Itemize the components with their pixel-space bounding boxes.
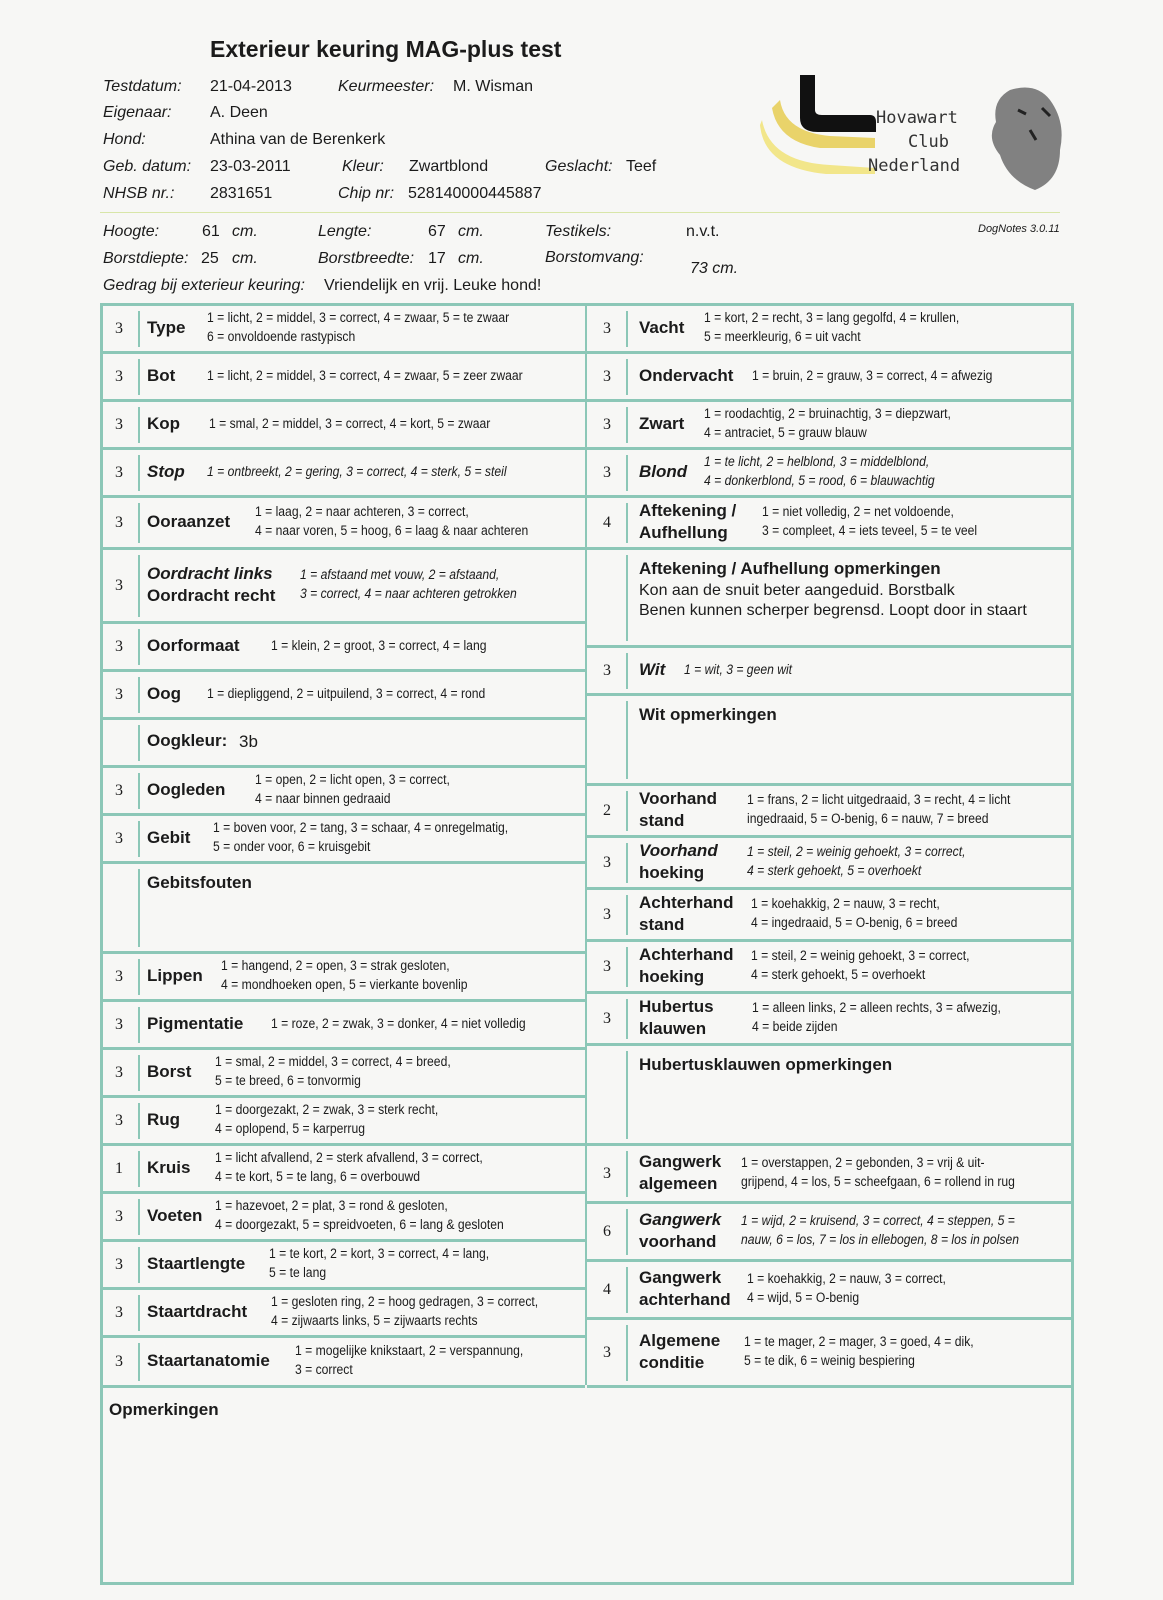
left-criterion-scale-2: 4 = zijwaarts links, 5 = zijwaarts rechts bbox=[271, 1313, 478, 1328]
left-score-separator bbox=[138, 1103, 140, 1139]
borstbreedte-label: Borstbreedte: bbox=[318, 250, 415, 267]
left-criterion-scale-2: 5 = te lang bbox=[269, 1265, 327, 1280]
right-criterion-name: Gangwerk bbox=[639, 1210, 722, 1229]
left-criterion-name: Bot bbox=[147, 366, 176, 385]
left-row-line bbox=[103, 951, 585, 954]
left-criterion-name: Kruis bbox=[147, 1158, 191, 1177]
right-score-separator bbox=[626, 999, 628, 1039]
right-score[interactable]: 3 bbox=[603, 464, 611, 481]
left-score-separator bbox=[138, 359, 140, 395]
left-row-line bbox=[103, 1191, 585, 1194]
left-score-separator bbox=[138, 1055, 140, 1091]
logo-line-1: Hovawart bbox=[876, 108, 958, 128]
borstdiepte-label: Borstdiepte: bbox=[103, 250, 189, 267]
left-criterion-name: Type bbox=[147, 318, 186, 337]
left-row-line bbox=[103, 999, 585, 1002]
right-score[interactable]: 3 bbox=[603, 416, 611, 433]
hond-label: Hond: bbox=[103, 131, 146, 148]
left-criterion-name: Staartanatomie bbox=[147, 1351, 270, 1370]
left-score[interactable]: 3 bbox=[115, 368, 123, 385]
left-score-separator bbox=[138, 725, 140, 761]
left-score-separator bbox=[138, 773, 140, 809]
testdatum-value: 21-04-2013 bbox=[210, 78, 292, 95]
borstbreedte-unit: cm. bbox=[458, 250, 484, 267]
left-score[interactable]: 3 bbox=[115, 1256, 123, 1273]
left-row-line bbox=[103, 1047, 585, 1050]
header-separator bbox=[100, 212, 1060, 213]
opmerkingen-heading: Opmerkingen bbox=[109, 1400, 219, 1419]
right-score-separator bbox=[626, 701, 628, 779]
left-criterion-name-2: Oordracht recht bbox=[147, 586, 276, 605]
right-row-line bbox=[587, 1043, 1072, 1046]
left-score[interactable]: 3 bbox=[115, 968, 123, 985]
left-criterion-name: Oorformaat bbox=[147, 636, 240, 655]
geslacht-value: Teef bbox=[626, 158, 657, 175]
left-score[interactable]: 3 bbox=[115, 830, 123, 847]
right-criterion-scale-2: ingedraaid, 5 = O-benig, 6 = nauw, 7 = breed bbox=[747, 811, 989, 826]
left-criterion-name: Lippen bbox=[147, 966, 203, 985]
left-row-line bbox=[103, 717, 585, 720]
left-row-line bbox=[103, 621, 585, 624]
logo-line-2: Club bbox=[908, 132, 949, 152]
hoogte-unit: cm. bbox=[232, 223, 258, 240]
right-criterion-name-2: stand bbox=[639, 811, 685, 830]
logo-line-3: Nederland bbox=[868, 156, 961, 176]
left-criterion-name: Rug bbox=[147, 1110, 181, 1129]
left-criterion-scale-2: 3 = correct bbox=[295, 1362, 353, 1377]
right-score[interactable]: 3 bbox=[603, 1165, 611, 1182]
right-criterion-name-2: algemeen bbox=[639, 1174, 718, 1193]
left-section-heading: Gebitsfouten bbox=[147, 873, 252, 892]
right-criterion-name: Zwart bbox=[639, 414, 685, 433]
right-score[interactable]: 3 bbox=[603, 958, 611, 975]
lengte-unit: cm. bbox=[458, 223, 484, 240]
right-criterion-scale-2: 4 = wijd, 5 = O-benig bbox=[747, 1290, 860, 1305]
left-score-separator bbox=[138, 869, 140, 947]
right-row-line bbox=[587, 1143, 1072, 1146]
left-row-line bbox=[103, 765, 585, 768]
right-score-separator bbox=[626, 895, 628, 935]
right-criterion-scale-2: 4 = antraciet, 5 = grauw blauw bbox=[704, 425, 867, 440]
right-score[interactable]: 3 bbox=[603, 662, 611, 679]
left-score-separator bbox=[138, 821, 140, 857]
left-criterion-scale-1: 1 = afstaand met vouw, 2 = afstaand, bbox=[300, 567, 500, 582]
left-row-line bbox=[103, 399, 585, 402]
left-row-line bbox=[103, 547, 585, 550]
right-criterion-name-2: hoeking bbox=[639, 967, 705, 986]
left-score-separator bbox=[138, 311, 140, 347]
right-score-separator bbox=[626, 1325, 628, 1381]
left-score[interactable]: 3 bbox=[115, 514, 123, 531]
left-row-line bbox=[103, 495, 585, 498]
borstdiepte-unit: cm. bbox=[232, 250, 258, 267]
right-criterion-scale-2: grijpend, 4 = los, 5 = scheefgaan, 6 = rollend in rug bbox=[741, 1174, 1015, 1189]
left-row-line bbox=[103, 1095, 585, 1098]
left-criterion-scale-1: 1 = hazevoet, 2 = plat, 3 = rond & gesloten, bbox=[215, 1198, 448, 1213]
right-row-line bbox=[587, 783, 1072, 786]
right-criterion-name: Voorhand bbox=[639, 841, 718, 860]
left-criterion-name: Staartdracht bbox=[147, 1302, 248, 1321]
gedrag-value: Vriendelijk en vrij. Leuke hond! bbox=[324, 277, 542, 294]
right-criterion-name: Hubertus bbox=[639, 997, 714, 1016]
left-criterion-scale-2: 5 = onder voor, 6 = kruisgebit bbox=[213, 839, 371, 854]
right-criterion-scale-1: 1 = te mager, 2 = mager, 3 = goed, 4 = dik, bbox=[744, 1334, 974, 1349]
testdatum-label: Testdatum: bbox=[103, 78, 182, 95]
left-row-line bbox=[103, 669, 585, 672]
right-score-separator bbox=[626, 359, 628, 395]
right-criterion-name: Voorhand bbox=[639, 789, 718, 808]
right-criterion-name: Blond bbox=[639, 462, 688, 481]
right-criterion-scale-1: 1 = overstappen, 2 = gebonden, 3 = vrij & uit- bbox=[741, 1155, 985, 1170]
right-score[interactable]: 3 bbox=[603, 368, 611, 385]
left-criterion-name: Stop bbox=[147, 462, 185, 481]
left-score-separator bbox=[138, 629, 140, 665]
left-criterion-scale-2: 4 = oplopend, 5 = karperrug bbox=[215, 1121, 365, 1136]
testikels-label: Testikels: bbox=[545, 223, 612, 240]
left-criterion-scale-2: 5 = te breed, 6 = tonvormig bbox=[215, 1073, 361, 1088]
geb-datum-value: 23-03-2011 bbox=[210, 158, 291, 175]
right-score[interactable]: 3 bbox=[603, 906, 611, 923]
borstomvang-value: 73 cm. bbox=[690, 260, 739, 277]
right-criterion-scale-1: 1 = steil, 2 = weinig gehoekt, 3 = correct, bbox=[747, 844, 966, 859]
left-criterion-scale-1: 1 = licht, 2 = middel, 3 = correct, 4 = zwaar, 5 = zeer zwaar bbox=[207, 368, 523, 383]
left-criterion-name: Pigmentatie bbox=[147, 1014, 244, 1033]
right-criterion-scale-2: 4 = beide zijden bbox=[752, 1019, 838, 1034]
center-divider bbox=[585, 305, 587, 1385]
right-criterion-name: Gangwerk bbox=[639, 1152, 722, 1171]
left-row-line bbox=[103, 351, 585, 354]
left-criterion-name: Oordracht links bbox=[147, 564, 273, 583]
right-row-line bbox=[587, 1385, 1072, 1388]
right-row-line bbox=[587, 887, 1072, 890]
right-criterion-name-2: achterhand bbox=[639, 1290, 731, 1309]
left-criterion-scale-1: 1 = ontbreekt, 2 = gering, 3 = correct, 4 = sterk, 5 = steil bbox=[207, 464, 507, 479]
left-score[interactable]: 3 bbox=[115, 1016, 123, 1033]
right-score-separator bbox=[626, 1267, 628, 1313]
right-score[interactable]: 3 bbox=[603, 320, 611, 337]
right-score-separator bbox=[626, 653, 628, 689]
left-score-separator bbox=[138, 1343, 140, 1381]
left-criterion-name: Borst bbox=[147, 1062, 192, 1081]
club-logo bbox=[760, 70, 1070, 200]
left-criterion-name: Ooraanzet bbox=[147, 512, 231, 531]
right-criterion-scale-1: 1 = roodachtig, 2 = bruinachtig, 3 = diepzwart, bbox=[704, 406, 951, 421]
left-score[interactable]: 3 bbox=[115, 320, 123, 337]
geb-datum-label: Geb. datum: bbox=[103, 158, 192, 175]
right-criterion-name: Wit bbox=[639, 660, 666, 679]
right-score-separator bbox=[626, 947, 628, 987]
left-score[interactable]: 3 bbox=[115, 1304, 123, 1321]
nhsb-value: 2831651 bbox=[210, 185, 273, 202]
right-score-separator bbox=[626, 1209, 628, 1255]
left-row-line bbox=[103, 813, 585, 816]
left-criterion-scale-1: 1 = open, 2 = licht open, 3 = correct, bbox=[255, 772, 450, 787]
right-criterion-name: Algemene bbox=[639, 1331, 721, 1350]
hond-value: Athina van de Berenkerk bbox=[210, 131, 386, 148]
right-row-line bbox=[587, 939, 1072, 942]
right-criterion-scale-1: 1 = wijd, 2 = kruisend, 3 = correct, 4 = steppen, 5 = bbox=[741, 1213, 1015, 1228]
right-section-heading: Aftekening / Aufhellung opmerkingen bbox=[639, 559, 941, 578]
page-title: Exterieur keuring MAG-plus test bbox=[210, 36, 562, 62]
left-row-line bbox=[103, 1239, 585, 1242]
left-criterion-scale-1: 1 = roze, 2 = zwak, 3 = donker, 4 = niet volledig bbox=[271, 1016, 526, 1031]
hoogte-value: 61 bbox=[202, 223, 220, 240]
right-criterion-name: Ondervacht bbox=[639, 366, 734, 385]
right-row-line bbox=[587, 991, 1072, 994]
eigenaar-label: Eigenaar: bbox=[103, 104, 172, 121]
left-score-separator bbox=[138, 1151, 140, 1187]
left-criterion-scale-1: 1 = licht, 2 = middel, 3 = correct, 4 = zwaar, 5 = te zwaar bbox=[207, 310, 510, 325]
left-criterion-scale-2: 3 = correct, 4 = naar achteren getrokken bbox=[300, 586, 517, 601]
left-criterion-scale-1: 1 = smal, 2 = middel, 3 = correct, 4 = breed, bbox=[215, 1054, 451, 1069]
right-criterion-scale-2: 5 = meerkleurig, 6 = uit vacht bbox=[704, 329, 861, 344]
left-criterion-scale-1: 1 = te kort, 2 = kort, 3 = correct, 4 = lang, bbox=[269, 1246, 490, 1261]
left-criterion-name: Gebit bbox=[147, 828, 191, 847]
right-score-separator bbox=[626, 1151, 628, 1197]
left-score[interactable]: 3 bbox=[115, 638, 123, 655]
right-criterion-name-2: voorhand bbox=[639, 1232, 717, 1251]
left-score[interactable]: 3 bbox=[115, 686, 123, 703]
right-score[interactable]: 6 bbox=[603, 1223, 611, 1240]
left-score-separator bbox=[138, 555, 140, 617]
left-score-separator bbox=[138, 407, 140, 443]
right-score-separator bbox=[626, 503, 628, 543]
right-remark-line-2: Benen kunnen scherper begrensd. Loopt door in staart bbox=[639, 602, 1027, 619]
right-row-line bbox=[587, 547, 1072, 550]
left-row-line bbox=[103, 1143, 585, 1146]
right-criterion-scale-1: 1 = bruin, 2 = grauw, 3 = correct, 4 = afwezig bbox=[752, 368, 993, 383]
left-score[interactable]: 3 bbox=[115, 416, 123, 433]
right-criterion-scale-2: 4 = ingedraaid, 5 = O-benig, 6 = breed bbox=[751, 915, 958, 930]
chip-value: 528140000445887 bbox=[408, 185, 542, 202]
right-criterion-name: Achterhand bbox=[639, 945, 734, 964]
left-score[interactable]: 1 bbox=[115, 1160, 123, 1177]
right-row-line bbox=[587, 1317, 1072, 1320]
right-score-separator bbox=[626, 455, 628, 491]
left-score-separator bbox=[138, 677, 140, 713]
right-row-line bbox=[587, 351, 1072, 354]
lengte-label: Lengte: bbox=[318, 223, 372, 240]
left-criterion-scale-1: 1 = licht afvallend, 2 = sterk afvallend, 3 = correct, bbox=[215, 1150, 483, 1165]
right-criterion-name: Vacht bbox=[639, 318, 685, 337]
kleur-value: Zwartblond bbox=[409, 158, 489, 175]
right-score-separator bbox=[626, 555, 628, 641]
left-criterion-scale-1: 1 = laag, 2 = naar achteren, 3 = correct, bbox=[255, 504, 469, 519]
right-row-line bbox=[587, 645, 1072, 648]
right-row-line bbox=[587, 835, 1072, 838]
right-criterion-scale-2: 3 = compleet, 4 = iets teveel, 5 = te veel bbox=[762, 523, 978, 538]
right-score-separator bbox=[626, 843, 628, 883]
left-oogkleur-value: 3b bbox=[239, 732, 258, 751]
right-score-separator bbox=[626, 311, 628, 347]
right-row-line bbox=[587, 693, 1072, 696]
keurmeester-value: M. Wisman bbox=[453, 78, 533, 95]
geslacht-label: Geslacht: bbox=[545, 158, 613, 175]
right-row-line bbox=[587, 399, 1072, 402]
right-score[interactable]: 3 bbox=[603, 1344, 611, 1361]
left-criterion-scale-1: 1 = diepliggend, 2 = uitpuilend, 3 = correct, 4 = rond bbox=[207, 686, 486, 701]
left-criterion-scale-2: 4 = te kort, 5 = te lang, 6 = overbouwd bbox=[215, 1169, 421, 1184]
left-score-separator bbox=[138, 959, 140, 995]
left-criterion-name: Staartlengte bbox=[147, 1254, 246, 1273]
left-criterion-scale-1: 1 = doorgezakt, 2 = zwak, 3 = sterk recht, bbox=[215, 1102, 439, 1117]
left-score[interactable]: 3 bbox=[115, 1064, 123, 1081]
right-score[interactable]: 4 bbox=[603, 514, 611, 531]
right-criterion-scale-1: 1 = alleen links, 2 = alleen rechts, 3 = afwezig, bbox=[752, 1000, 1001, 1015]
left-criterion-name: Voeten bbox=[147, 1206, 203, 1225]
chip-label: Chip nr: bbox=[338, 185, 395, 202]
left-criterion-scale-2: 4 = mondhoeken open, 5 = vierkante bovenlip bbox=[221, 977, 468, 992]
right-criterion-name: Gangwerk bbox=[639, 1268, 722, 1287]
right-criterion-name-2: conditie bbox=[639, 1353, 705, 1372]
left-criterion-scale-1: 1 = hangend, 2 = open, 3 = strak gesloten, bbox=[221, 958, 450, 973]
left-criterion-scale-1: 1 = mogelijke knikstaart, 2 = verspannung, bbox=[295, 1343, 524, 1358]
right-criterion-scale-1: 1 = wit, 3 = geen wit bbox=[684, 662, 793, 677]
right-criterion-name-2: Aufhellung bbox=[639, 523, 728, 542]
right-score[interactable]: 3 bbox=[603, 854, 611, 871]
left-score[interactable]: 3 bbox=[115, 464, 123, 481]
right-criterion-name: Achterhand bbox=[639, 893, 734, 912]
right-score[interactable]: 2 bbox=[603, 802, 611, 819]
right-criterion-scale-1: 1 = koehakkig, 2 = nauw, 3 = correct, bbox=[747, 1271, 946, 1286]
left-row-line bbox=[103, 447, 585, 450]
right-criterion-name-2: stand bbox=[639, 915, 685, 934]
right-score-separator bbox=[626, 791, 628, 831]
left-score-separator bbox=[138, 455, 140, 491]
right-score-separator bbox=[626, 407, 628, 443]
right-section-heading: Hubertusklauwen opmerkingen bbox=[639, 1055, 893, 1074]
lengte-value: 67 bbox=[428, 223, 446, 240]
right-criterion-scale-2: 4 = sterk gehoekt, 5 = overhoekt bbox=[751, 967, 926, 982]
kleur-label: Kleur: bbox=[342, 158, 384, 175]
gedrag-label: Gedrag bij exterieur keuring: bbox=[103, 277, 305, 294]
testikels-value: n.v.t. bbox=[686, 223, 720, 240]
left-score[interactable]: 3 bbox=[115, 1208, 123, 1225]
left-score-separator bbox=[138, 1007, 140, 1043]
left-criterion-scale-1: 1 = boven voor, 2 = tang, 3 = schaar, 4 = onregelmatig, bbox=[213, 820, 509, 835]
right-criterion-name: Aftekening / bbox=[639, 501, 737, 520]
right-score-separator bbox=[626, 1051, 628, 1139]
right-row-line bbox=[587, 1201, 1072, 1204]
borstomvang-label: Borstomvang: bbox=[545, 249, 644, 266]
nhsb-label: NHSB nr.: bbox=[103, 185, 175, 202]
left-criterion-scale-2: 6 = onvoldoende rastypisch bbox=[207, 329, 356, 344]
hoogte-label: Hoogte: bbox=[103, 223, 160, 240]
right-criterion-scale-1: 1 = niet volledig, 2 = net voldoende, bbox=[762, 504, 954, 519]
left-score-separator bbox=[138, 503, 140, 543]
left-criterion-scale-1: 1 = smal, 2 = middel, 3 = correct, 4 = kort, 5 = zwaar bbox=[209, 416, 491, 431]
keurmeester-label: Keurmeester: bbox=[338, 78, 435, 95]
right-criterion-scale-1: 1 = steil, 2 = weinig gehoekt, 3 = correct, bbox=[751, 948, 970, 963]
left-row-line bbox=[103, 1385, 585, 1388]
right-criterion-scale-2: nauw, 6 = los, 7 = los in ellebogen, 8 = los in polsen bbox=[741, 1232, 1019, 1247]
right-row-line bbox=[587, 447, 1072, 450]
left-row-line bbox=[103, 1335, 585, 1338]
right-remark-line-1: Kon aan de snuit beter aangeduid. Borstbalk bbox=[639, 582, 955, 599]
left-score-separator bbox=[138, 1247, 140, 1283]
right-section-heading: Wit opmerkingen bbox=[639, 705, 777, 724]
right-criterion-scale-2: 4 = donkerblond, 5 = rood, 6 = blauwachtig bbox=[704, 473, 935, 488]
left-score-separator bbox=[138, 1199, 140, 1235]
right-criterion-name-2: klauwen bbox=[639, 1019, 707, 1038]
left-row-line bbox=[103, 1287, 585, 1290]
dognotes-version: DogNotes 3.0.11 bbox=[978, 223, 1060, 235]
left-criterion-name: Kop bbox=[147, 414, 181, 433]
right-criterion-scale-1: 1 = kort, 2 = recht, 3 = lang gegolfd, 4 = krullen, bbox=[704, 310, 960, 325]
left-criterion-scale-2: 4 = naar voren, 5 = hoog, 6 = laag & naar achteren bbox=[255, 523, 529, 538]
right-criterion-scale-1: 1 = koehakkig, 2 = nauw, 3 = recht, bbox=[751, 896, 940, 911]
right-criterion-scale-1: 1 = te licht, 2 = helblond, 3 = middelblond, bbox=[704, 454, 930, 469]
borstdiepte-value: 25 bbox=[201, 250, 219, 267]
right-row-line bbox=[587, 1259, 1072, 1262]
left-score[interactable]: 3 bbox=[115, 1353, 123, 1370]
left-oogkleur-label: Oogkleur: bbox=[147, 731, 228, 750]
right-score[interactable]: 4 bbox=[603, 1281, 611, 1298]
right-criterion-name-2: hoeking bbox=[639, 863, 705, 882]
left-criterion-scale-2: 4 = naar binnen gedraaid bbox=[255, 791, 391, 806]
eigenaar-value: A. Deen bbox=[210, 104, 268, 121]
left-score[interactable]: 3 bbox=[115, 577, 123, 594]
left-score-separator bbox=[138, 1295, 140, 1331]
right-row-line bbox=[587, 495, 1072, 498]
left-criterion-scale-2: 4 = doorgezakt, 5 = spreidvoeten, 6 = lang & gesloten bbox=[215, 1217, 504, 1232]
right-score[interactable]: 3 bbox=[603, 1010, 611, 1027]
right-criterion-scale-2: 5 = te dik, 6 = weinig bespiering bbox=[744, 1353, 915, 1368]
borstbreedte-value: 17 bbox=[428, 250, 446, 267]
left-criterion-scale-1: 1 = gesloten ring, 2 = hoog gedragen, 3 = correct, bbox=[271, 1294, 539, 1309]
left-score[interactable]: 3 bbox=[115, 782, 123, 799]
left-criterion-scale-1: 1 = klein, 2 = groot, 3 = correct, 4 = lang bbox=[271, 638, 487, 653]
left-criterion-name: Oog bbox=[147, 684, 181, 703]
right-criterion-scale-1: 1 = frans, 2 = licht uitgedraaid, 3 = recht, 4 = licht bbox=[747, 792, 1011, 807]
left-score[interactable]: 3 bbox=[115, 1112, 123, 1129]
left-criterion-name: Oogleden bbox=[147, 780, 226, 799]
right-criterion-scale-2: 4 = sterk gehoekt, 5 = overhoekt bbox=[747, 863, 922, 878]
left-row-line bbox=[103, 861, 585, 864]
